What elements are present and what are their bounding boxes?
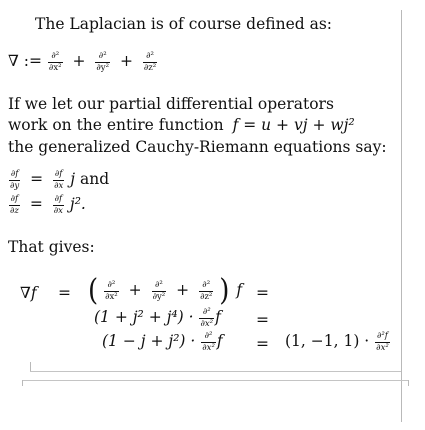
frame-right-border-lower bbox=[401, 380, 402, 422]
frame-bottom-border bbox=[30, 371, 401, 372]
eq-line-2-rhs: (1 + j² + j⁴) · $\frac{\text{∂²}}{\text{∂x²}}$ f bbox=[94, 307, 221, 329]
frac-d2-dx2: $\frac{\text{∂²}}{\text{∂x²}}$ bbox=[48, 51, 62, 73]
eq-line-1-rhs: ( $\frac{\text{∂²}}{\text{∂x²}}$ + $\frac{\text{∂²}}{\text{∂y²}}$ + $\frac{\text{∂²}}{\text{∂z²}}$ ) f bbox=[88, 273, 243, 309]
that-gives-text: That gives: bbox=[8, 238, 95, 256]
function-definition: f = u + vj + wj² bbox=[232, 116, 355, 134]
paragraph-line-2: work on the entire function f = u + vj + wj² bbox=[8, 116, 355, 134]
eq-line-3-result: (1, −1, 1) · $\frac{\text{∂²f}}{\text{∂x²}}$ bbox=[285, 331, 389, 353]
cr-equation-1: $\frac{\partial f}{\partial y}$ = $\frac{\partial f}{\partial x}$ j and bbox=[10, 169, 110, 191]
eq-line-3-rhs: (1 − j + j²) · $\frac{\text{∂²}}{\text{∂x²}}$ f bbox=[102, 331, 223, 353]
frame-bottom-bar bbox=[22, 380, 408, 381]
nabla-symbol: ∇ bbox=[8, 52, 19, 70]
frame-left-tick bbox=[30, 362, 31, 371]
eq-sign-3: = bbox=[256, 311, 269, 329]
frame-right-border bbox=[401, 10, 402, 380]
laplacian-definition: ∇ := $\frac{\text{∂²}}{\text{∂x²}}$ + $\frac{\text{∂²}}{\text{∂y²}}$ + $\frac{\text{∂²}}{\text{∂z²}}$ bbox=[8, 51, 157, 73]
eq-sign-1: = bbox=[58, 284, 71, 302]
eq-sign-2: = bbox=[256, 284, 269, 302]
paragraph-line-3: the generalized Cauchy-Riemann equations say: bbox=[8, 138, 387, 156]
frame-left-corner bbox=[22, 380, 23, 386]
cr-equation-2: $\frac{\partial f}{\partial z}$ = $\frac{\partial f}{\partial x}$ j². bbox=[10, 194, 86, 216]
frac-d2-dy2: $\frac{\text{∂²}}{\text{∂y²}}$ bbox=[96, 51, 110, 73]
and-word: and bbox=[79, 170, 110, 188]
eq-sign-4: = bbox=[256, 335, 269, 353]
frac-d2-dz2: $\frac{\text{∂²}}{\text{∂z²}}$ bbox=[143, 51, 157, 73]
define-operator: := bbox=[23, 52, 42, 70]
intro-text: The Laplacian is of course defined as: bbox=[35, 15, 333, 33]
nabla-f-lhs: ∇f bbox=[20, 284, 37, 302]
frame-right-corner bbox=[408, 380, 409, 386]
paragraph-line-1: If we let our partial differential operators bbox=[8, 95, 334, 113]
